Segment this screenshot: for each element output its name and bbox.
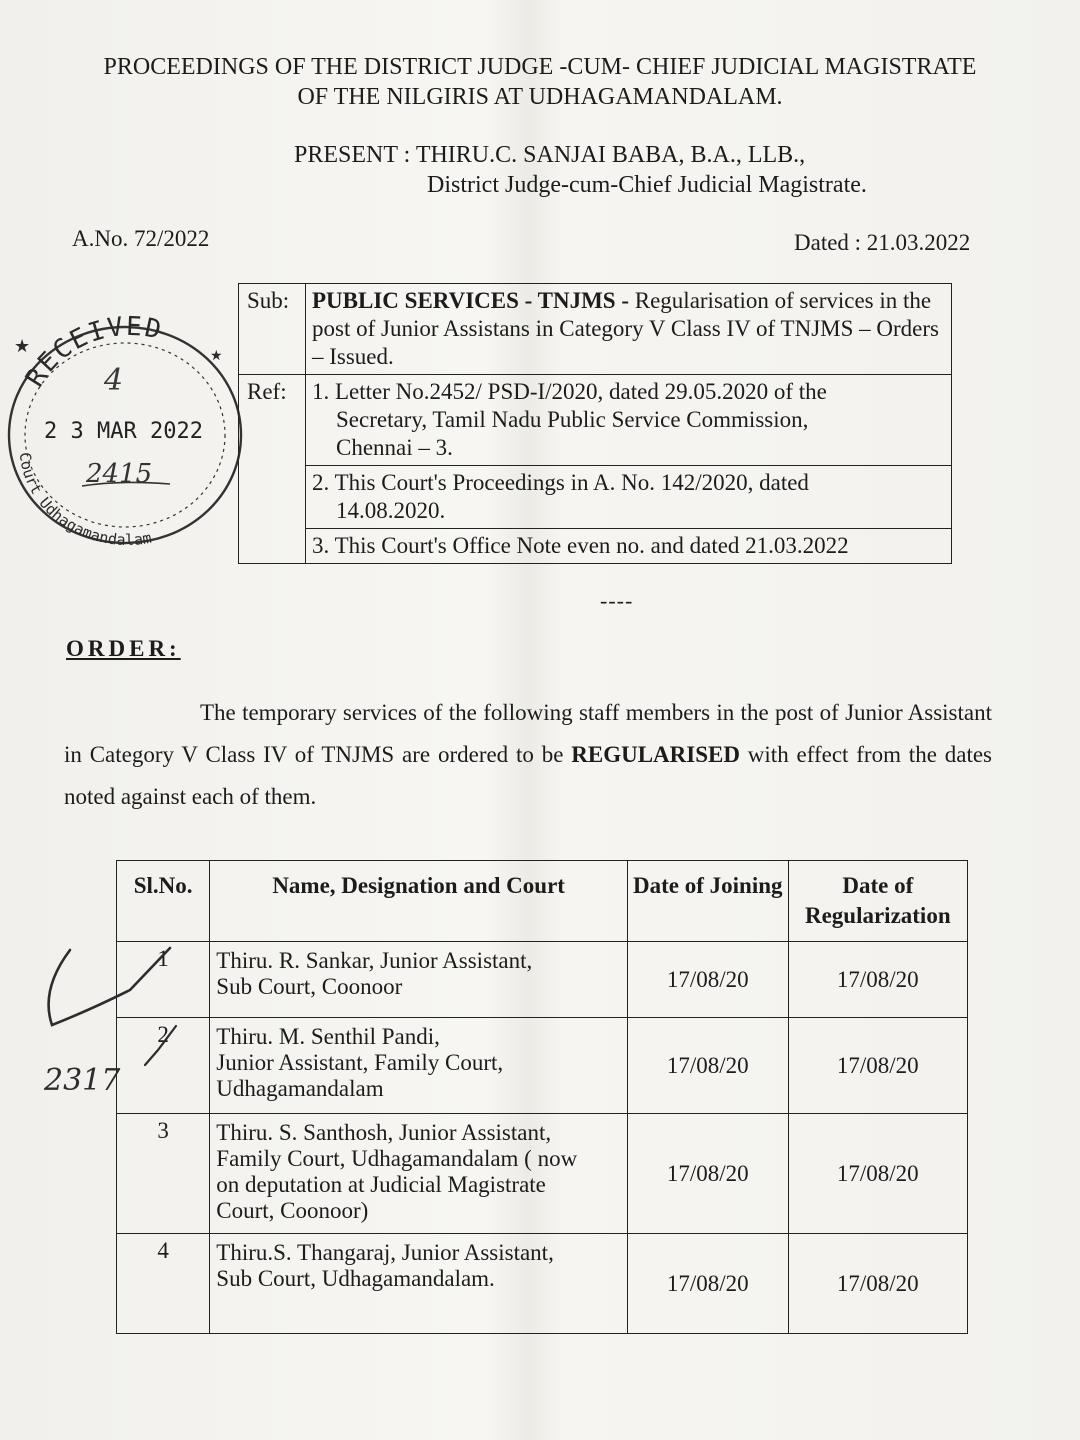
svg-text:★: ★ xyxy=(210,348,223,364)
stamp-court-text: Court Udhagamandalam xyxy=(15,451,153,550)
row-slno: 1 xyxy=(117,942,210,1018)
row-date-joining: 17/08/20 xyxy=(627,942,788,1018)
present-line: PRESENT : THIRU.C. SANJAI BABA, B.A., LLB., xyxy=(294,142,806,168)
stamp-hand-mark: 4 xyxy=(104,363,124,398)
row-date-regularization: 17/08/20 xyxy=(788,1234,967,1334)
stamp-date: 2 3 MAR 2022 xyxy=(44,419,203,444)
row-slno: 2 xyxy=(117,1018,210,1114)
row-date-joining: 17/08/20 xyxy=(627,1234,788,1334)
svg-text:★: ★ xyxy=(14,336,31,357)
reference-1: 1. Letter No.2452/ PSD-I/2020, dated 29.05.2020 of the Secretary, Tamil Nadu Public Service Commission, Chennai – 3. xyxy=(306,375,952,466)
table-row xyxy=(117,1018,968,1114)
judge-designation: District Judge-cum-Chief Judicial Magistrate. xyxy=(427,172,867,198)
reference-row xyxy=(239,529,952,564)
dated-text: Dated : 21.03.2022 xyxy=(794,230,971,255)
subject-row xyxy=(239,284,952,375)
row-slno: 3 xyxy=(117,1114,210,1234)
table-row xyxy=(117,1114,968,1234)
row-name: Thiru. R. Sankar, Junior Assistant, Sub Court, Coonoor xyxy=(210,942,628,1018)
row-date-joining: 17/08/20 xyxy=(627,1018,788,1114)
table-header-row xyxy=(117,861,968,942)
row-date-regularization: 17/08/20 xyxy=(788,1114,967,1234)
header-name: Name, Designation and Court xyxy=(210,861,628,942)
reference-row xyxy=(239,375,952,466)
separator-dashes: ---- xyxy=(600,588,634,613)
row-name: Thiru. S. Santhosh, Junior Assistant, Family Court, Udhagamandalam ( now on deputation at Judicial Magistrate Court, Coonoor) xyxy=(210,1114,628,1234)
subject-text: PUBLIC SERVICES - TNJMS - Regularisation of services in the post of Junior Assistans in Category V Class IV of TNJMS – Orders – Issued. xyxy=(306,284,952,375)
header-date-regularization: Date of Regularization xyxy=(788,861,967,942)
sub-label: Sub: xyxy=(239,284,306,375)
row-date-regularization: 17/08/20 xyxy=(788,942,967,1018)
stamp-received-text: RECEIVED xyxy=(20,311,166,393)
reference-3: 3. This Court's Office Note even no. and dated 21.03.2022 xyxy=(306,529,952,564)
proceedings-title-line1: PROCEEDINGS OF THE DISTRICT JUDGE -CUM- CHIEF JUDICIAL MAGISTRATE xyxy=(103,54,977,80)
row-slno: 4 xyxy=(117,1234,210,1334)
header-date-joining: Date of Joining xyxy=(627,861,788,942)
staff-regularisation-table xyxy=(116,860,968,1334)
stamp-hand-number: 2415 xyxy=(86,459,153,489)
handwritten-number: 2317 xyxy=(44,1063,121,1098)
received-stamp xyxy=(0,290,250,560)
header-slno: Sl.No. xyxy=(117,861,210,942)
reference-2: 2. This Court's Proceedings in A. No. 142/2020, dated 14.08.2020. xyxy=(306,466,952,529)
application-number: A.No. 72/2022 xyxy=(72,226,210,251)
proceedings-title-line2: OF THE NILGIRIS AT UDHAGAMANDALAM. xyxy=(297,84,783,110)
row-name: Thiru.S. Thangaraj, Junior Assistant, Sub Court, Udhagamandalam. xyxy=(210,1234,628,1334)
row-date-joining: 17/08/20 xyxy=(627,1114,788,1234)
order-paragraph: The temporary services of the following staff members in the post of Junior Assistant in Category V Class IV of TNJMS are ordered to be REGULARISED with effect from the dates noted against each of them. xyxy=(64,700,992,809)
order-heading: ORDER: xyxy=(66,636,181,661)
ref-label: Ref: xyxy=(239,375,306,564)
row-name: Thiru. M. Senthil Pandi, Junior Assistant, Family Court, Udhagamandalam xyxy=(210,1018,628,1114)
table-row xyxy=(117,1234,968,1334)
subject-reference-table xyxy=(238,283,952,564)
reference-row xyxy=(239,466,952,529)
row-date-regularization: 17/08/20 xyxy=(788,1018,967,1114)
handwritten-tick-marks xyxy=(30,930,210,1100)
table-row xyxy=(117,942,968,1018)
